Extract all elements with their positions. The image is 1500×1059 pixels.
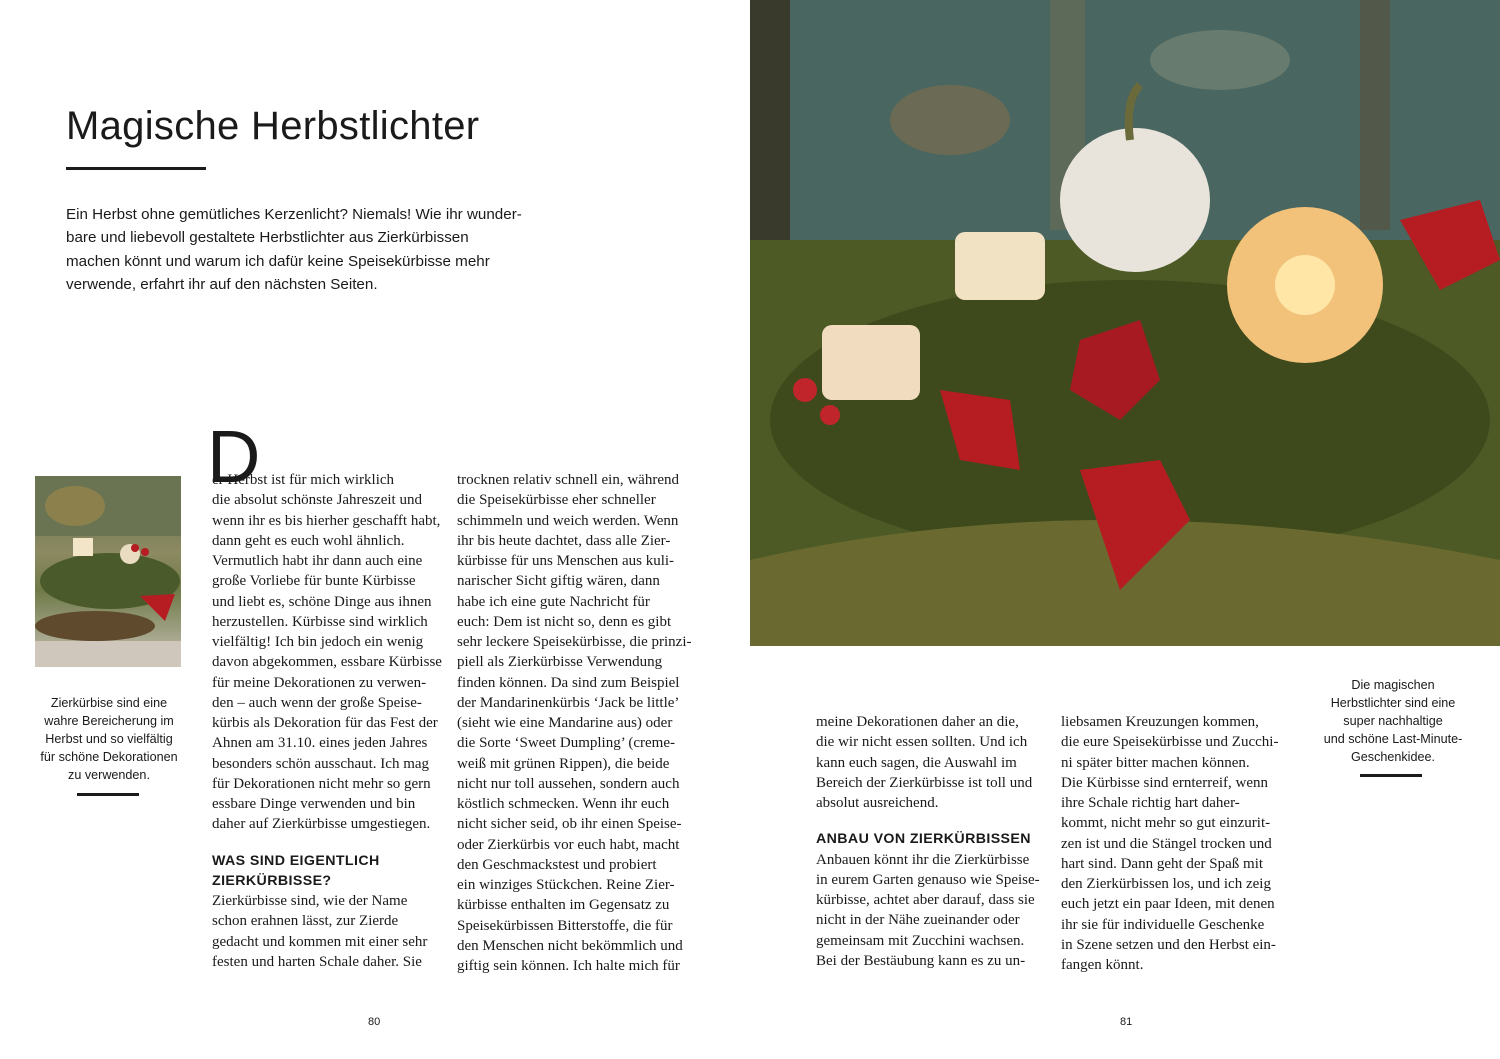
text-line: Die magischen <box>1351 678 1435 692</box>
text-line: den Zierkürbissen los, und ich zeig <box>1061 876 1271 892</box>
text-line: Ahnen am 31.10. eines jeden Jahres <box>212 735 428 752</box>
text-line: sehr leckere Speisekürbisse, die prinzi- <box>457 634 692 650</box>
text-line: die absolut schönste Jahreszeit und <box>212 492 422 509</box>
caption-rule <box>77 793 139 796</box>
text-line: davon abgekommen, essbare Kürbisse <box>212 654 442 671</box>
text-line: euch jetzt ein paar Ideen, mit denen <box>1061 896 1275 913</box>
text-line: Speisekürbissen Bitterstoffe, die für <box>457 917 673 934</box>
text-line: kann euch sagen, die Auswahl im <box>816 754 1017 771</box>
text-line: und liebt es, schöne Dinge aus ihnen <box>212 593 432 610</box>
text-line: kürbisse für uns Menschen aus kuli- <box>457 553 675 569</box>
text-line: gedacht und kommen mit einer sehr <box>212 933 428 950</box>
text-line: schon erahnen lässt, zur Zierde <box>212 913 399 930</box>
column-text <box>212 470 440 835</box>
text-line: für schöne Dekorationen <box>40 750 178 764</box>
text-line: Herbst und so vielfältig <box>45 732 173 746</box>
text-line: die Speisekürbisse eher schneller <box>457 492 656 509</box>
text-line: den Geschmackstest und probiert <box>457 856 657 873</box>
text-line: in eurem Garten genauso wie Speise- <box>816 871 1040 888</box>
section-heading <box>212 851 440 892</box>
text-line: ihr bis heute dachtet, dass alle Zier- <box>457 532 671 549</box>
text-line: kürbisse, achtet aber darauf, dass sie <box>816 892 1035 908</box>
main-photo-pumpkin-lanterns <box>750 0 1500 646</box>
text-line: oder Zierkürbis vor euch habt, macht <box>457 836 680 853</box>
text-line: er Herbst ist für mich wirklich <box>212 472 395 488</box>
text-line: liebsamen Kreuzungen kommen, <box>1061 714 1259 730</box>
text-line: Zierkürbise sind eine <box>50 696 168 710</box>
text-line: der Mandarinenkürbis ‘Jack be little’ <box>457 694 680 711</box>
text-line: köstlich schmecken. Wenn ihr euch <box>457 796 670 812</box>
page-title: Magische Herbstlichter <box>66 104 480 148</box>
body-column-1 <box>212 470 440 972</box>
text-line: Bei der Bestäubung kann es zu un- <box>816 952 1026 969</box>
text-line: finden können. Da sind zum Beispiel <box>457 674 680 691</box>
text-line: Herbstlichter sind eine <box>1330 696 1456 710</box>
text-line: piell als Zierkürbisse Verwendung <box>457 654 663 671</box>
text-line: (sieht wie eine Mandarine aus) oder <box>457 715 673 731</box>
small-photo-pumpkin-wreath <box>35 476 181 667</box>
caption-left <box>30 694 188 784</box>
drop-cap: D <box>207 415 261 498</box>
text-line: besonders schön ausschaut. Ich mag <box>212 755 430 772</box>
text-line: fangen könnt. <box>1061 957 1144 973</box>
text-line: ihr sie für individuelle Geschenke <box>1061 916 1265 933</box>
text-line: festen und harten Schale daher. Sie <box>212 953 422 970</box>
text-line: dann geht es euch wohl ähnlich. <box>212 532 405 549</box>
column-text <box>816 712 1041 813</box>
heading-line: ANBAU VON ZIERKÜRBISSEN <box>816 831 1031 848</box>
text-line: daher auf Zierkürbisse umgestiegen. <box>212 816 431 833</box>
text-line: gemeinsam mit Zucchini wachsen. <box>816 932 1025 949</box>
text-line: Bereich der Zierkürbisse ist toll und <box>816 774 1033 791</box>
heading-line: ZIERKÜRBISSE? <box>212 872 332 889</box>
body-column-2 <box>457 470 692 976</box>
text-line: und schöne Last-Minute- <box>1323 732 1463 746</box>
text-line: absolut ausreichend. <box>816 795 939 811</box>
text-line: zen ist und die Stängel trocken und <box>1061 835 1272 852</box>
text-line: große Vorliebe für bunte Kürbisse <box>212 573 416 590</box>
text-line: kürbis als Dekoration für das Fest der <box>212 715 438 731</box>
text-line: für Dekorationen nicht mehr so gern <box>212 775 431 792</box>
intro-paragraph <box>66 203 556 296</box>
text-line: Anbauen könnt ihr die Zierkürbisse <box>816 851 1030 868</box>
caption-right <box>1312 676 1474 766</box>
body-column-3 <box>816 712 1041 971</box>
body-column-4 <box>1061 712 1286 975</box>
text-line: weiß mit grünen Rippen), die beide <box>457 755 670 772</box>
text-line: in Szene setzen und den Herbst ein- <box>1061 936 1276 953</box>
text-line: Vermutlich habt ihr dann auch eine <box>212 553 423 569</box>
text-line: Die Kürbisse sind ernterreif, wenn <box>1061 774 1269 791</box>
section-heading <box>816 829 1041 849</box>
column-text <box>816 850 1041 972</box>
column-text <box>212 891 440 972</box>
text-line: die Sorte ‘Sweet Dumpling’ (creme- <box>457 735 675 752</box>
text-line: für meine Dekorationen zu verwen- <box>212 674 427 691</box>
text-line: giftig sein können. Ich halte mich für <box>457 958 680 974</box>
text-line: die eure Speisekürbisse und Zucchi- <box>1061 734 1279 751</box>
text-line: ein winziges Stückchen. Reine Zier- <box>457 877 675 893</box>
text-line: den – auch wenn der große Speise- <box>212 694 422 711</box>
text-line: essbare Dinge verwenden und bin <box>212 796 416 812</box>
text-line: narischer Sicht giftig wären, dann <box>457 573 660 590</box>
text-line: habe ich eine gute Nachricht für <box>457 593 650 610</box>
text-line: hart sind. Dann geht der Spaß mit <box>1061 855 1264 872</box>
text-line: nicht sicher seid, ob ihr einen Speise- <box>457 816 682 833</box>
text-line: herzustellen. Kürbisse sind wirklich <box>212 613 428 630</box>
text-line: ni später bitter machen können. <box>1061 754 1250 771</box>
text-line: ihre Schale richtig hart daher- <box>1061 795 1240 811</box>
heading-line: WAS SIND EIGENTLICH <box>212 852 380 869</box>
text-line: meine Dekorationen daher an die, <box>816 714 1019 730</box>
caption-rule <box>1360 774 1422 777</box>
title-underline <box>66 167 206 170</box>
text-line: Geschenkidee. <box>1350 750 1435 764</box>
text-line: wahre Bereicherung im <box>44 714 174 728</box>
text-line: Ein Herbst ohne gemütliches Kerzenlicht? Niemals! Wie ihr wunder- <box>66 206 522 223</box>
text-line: schimmeln und weich werden. Wenn <box>457 512 679 529</box>
page-number-left: 80 <box>368 1016 381 1028</box>
text-line: euch: Dem ist nicht so, denn es gibt <box>457 613 672 630</box>
text-line: wenn ihr es bis hierher geschafft habt, <box>212 512 441 529</box>
text-line: kürbisse enthalten im Gegensatz zu <box>457 897 670 914</box>
text-line: den Menschen nicht bekömmlich und <box>457 937 683 954</box>
text-line: bare und liebevoll gestaltete Herbstlichter aus Zierkürbissen <box>66 229 469 247</box>
text-line: machen könnt und warum ich dafür keine Speisekürbisse mehr <box>66 252 490 270</box>
text-line: nicht in der Nähe zueinander oder <box>816 912 1020 929</box>
text-line: super nachhaltige <box>1343 714 1443 728</box>
text-line: zu verwenden. <box>68 768 150 782</box>
text-line: Zierkürbisse sind, wie der Name <box>212 893 408 909</box>
text-line: vielfältig! Ich bin jedoch ein wenig <box>212 634 424 650</box>
page-number-right: 81 <box>1120 1016 1133 1028</box>
text-line: trocknen relativ schnell ein, während <box>457 472 679 488</box>
text-line: nicht nur toll aussehen, sondern auch <box>457 775 680 792</box>
text-line: kommt, nicht mehr so gut einzurit- <box>1061 815 1271 832</box>
text-line: die wir nicht essen sollten. Und ich <box>816 734 1028 751</box>
text-line: verwende, erfahrt ihr auf den nächsten Seiten. <box>66 275 378 293</box>
